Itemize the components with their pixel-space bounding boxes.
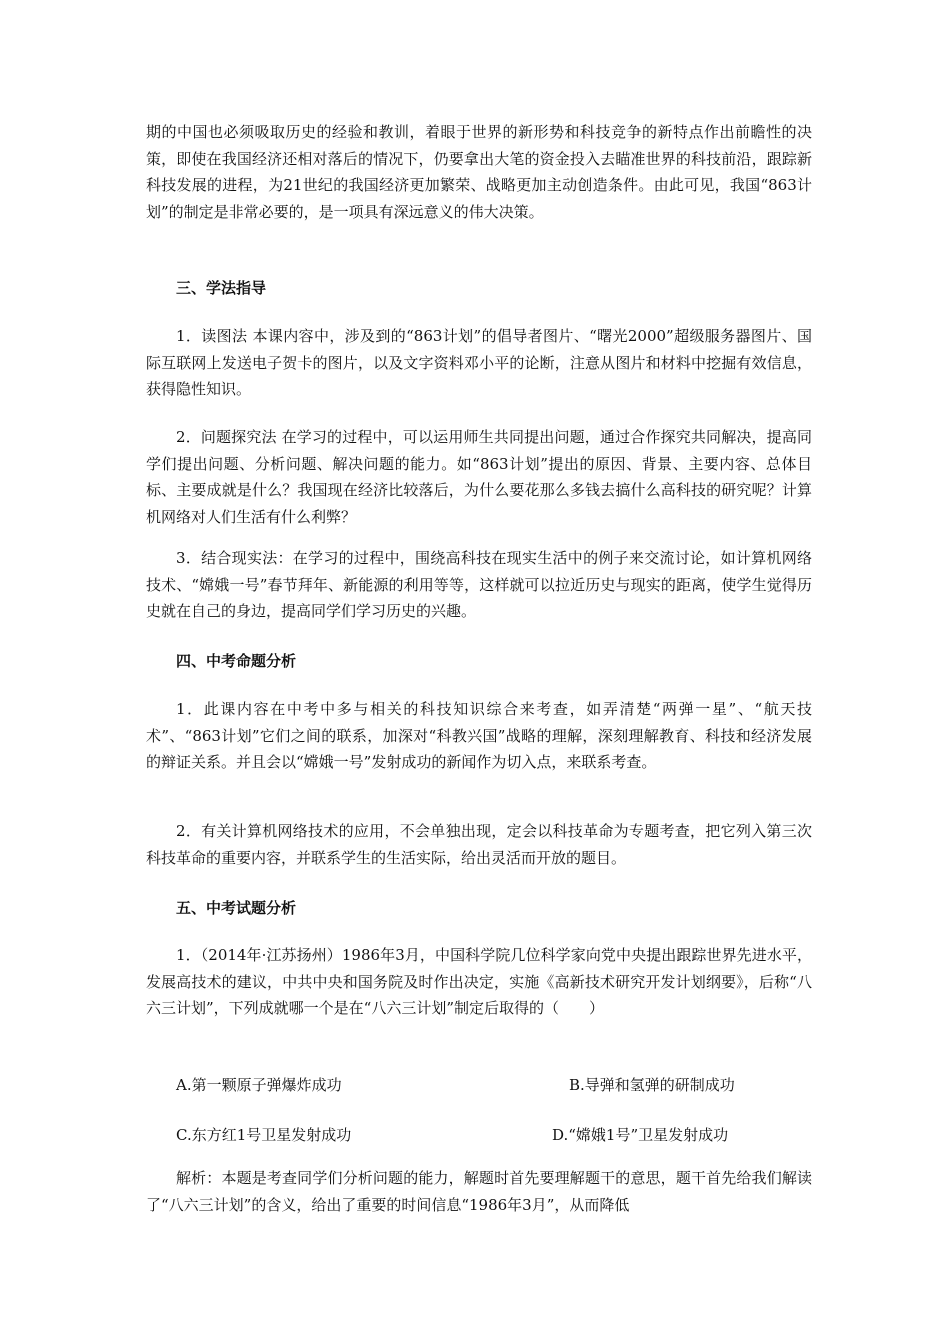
exam-question-1: 1．（2014年·江苏扬州）1986年3月，中国科学院几位科学家向党中央提出跟踪世界先进水平，发展高技术的建议，中共中央和国务院及时作出决定，实施《高新技术研究开发计划纲要》，后称“八六三计划”，下列成就哪一个是在“八六三计划”制定后取得的（ ） xyxy=(146,946,812,1017)
section-heading-exam-questions: 五、中考试题分析 xyxy=(176,899,297,917)
intro-paragraph: 期的中国也必须吸取历史的经验和教训，着眼于世界的新形势和科技竞争的新特点作出前瞻性的决策，即使在我国经济还相对落后的情况下，仍要拿出大笔的资金投入去瞄准世界的科技前沿，跟踪新科技发展的进程，为21世纪的我国经济更加繁荣、战略更加主动创造条件。由此可见，我国“863计划”的制定是非常必要的，是一项具有深远意义的伟大决策。 xyxy=(146,123,812,221)
study-method-reading-pictures: 1．读图法 本课内容中，涉及到的“863计划”的倡导者图片、“曙光2000”超级服务器图片、国际互联网上发送电子贺卡的图片，以及文字资料邓小平的论断，注意从图片和材料中挖掘有效信息，获得隐性知识。 xyxy=(146,327,812,398)
option-c: C.东方红1号卫星发射成功 xyxy=(176,1126,352,1144)
study-method-problem-inquiry: 2．问题探究法 在学习的过程中，可以运用师生共同提出问题，通过合作探究共同解决，提高同学们提出问题、分析问题、解决问题的能力。如“863计划”提出的原因、背景、主要内容、总体目标、主要成就是什么？我国现在经济比较落后，为什么要花那么多钱去搞什么高科技的研究呢？计算机网络对人们生活有什么利弊？ xyxy=(146,428,812,526)
study-method-real-life: 3．结合现实法：在学习的过程中，围绕高科技在现实生活中的例子来交流讨论，如计算机网络技术、“嫦娥一号”春节拜年、新能源的利用等等，这样就可以拉近历史与现实的距离，使学生觉得历史就在自己的身边，提高同学们学习历史的兴趣。 xyxy=(146,549,812,620)
section-heading-exam-analysis: 四、中考命题分析 xyxy=(176,652,297,670)
option-a: A.第一颗原子弹爆炸成功 xyxy=(176,1076,342,1094)
exam-analysis-point-1: 1．此课内容在中考中多与相关的科技知识综合来考查，如弄清楚“两弹一星”、“航天技术”、“863计划”它们之间的联系，加深对“科教兴国”战略的理解，深刻理解教育、科技和经济发展的辩证关系。并且会以“嫦娥一号”发射成功的新闻作为切入点，来联系考查。 xyxy=(146,700,812,771)
section-heading-study-methods: 三、学法指导 xyxy=(176,279,267,297)
answer-analysis: 解析：本题是考查同学们分析问题的能力，解题时首先要理解题干的意思，题干首先给我们解读了“八六三计划”的含义，给出了重要的时间信息“1986年3月”，从而降低 xyxy=(146,1169,812,1214)
option-b: B.导弹和氢弹的研制成功 xyxy=(569,1076,735,1094)
exam-analysis-point-2: 2．有关计算机网络技术的应用，不会单独出现，定会以科技革命为专题考查，把它列入第三次科技革命的重要内容，并联系学生的生活实际，给出灵活而开放的题目。 xyxy=(146,822,812,867)
option-d: D.“嫦娥1号”卫星发射成功 xyxy=(552,1126,729,1144)
